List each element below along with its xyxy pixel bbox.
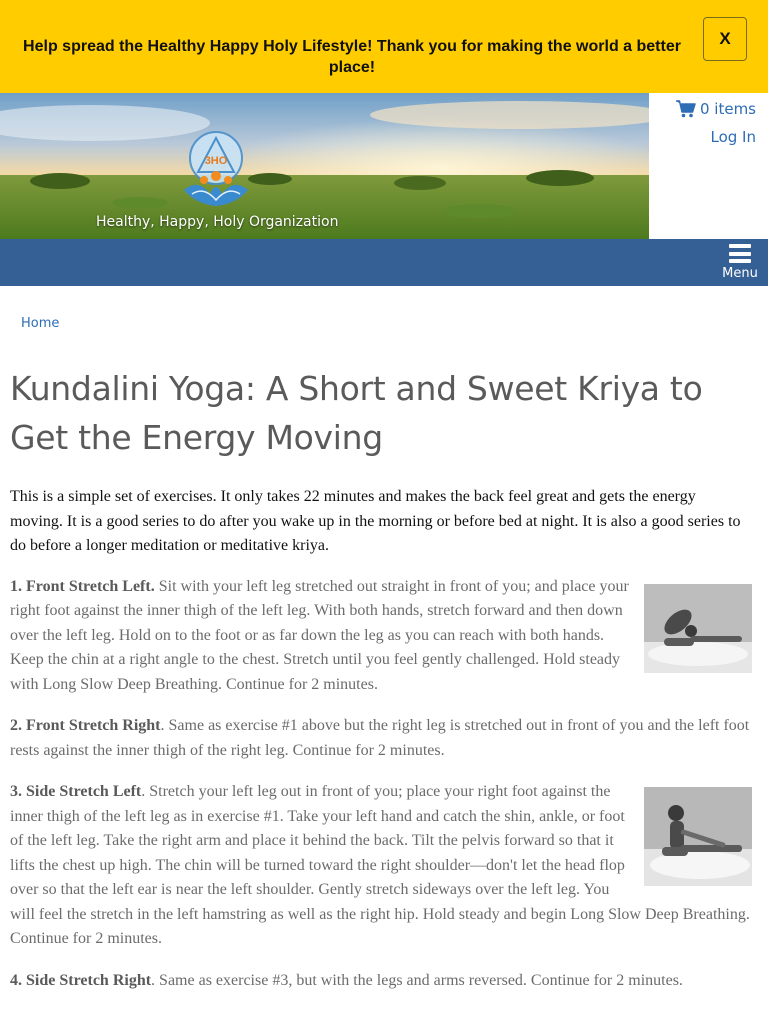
exercise-2 <box>10 714 752 763</box>
front-stretch-photo <box>644 584 752 673</box>
page-title: Kundalini Yoga: A Short and Sweet Kriya to Get the Energy Moving <box>10 369 703 457</box>
article-intro: This is a simple set of exercises. It only takes 22 minutes and makes the back feel great and gets the energy moving. It is a good series to do after you wake up in the morning or before bed at night. It is also a good series to do before a longer meditation or meditative kriya. <box>10 488 741 554</box>
side-stretch-photo <box>644 787 752 886</box>
exercise-2-text: . Same as exercise #1 above but the right leg is stretched out in front of you and the left foot rests against the inner thigh of the right leg. Continue for 2 minutes. <box>10 717 750 759</box>
exercise-3 <box>10 780 752 952</box>
exercise-2-heading: 2. Front Stretch Right <box>10 717 161 734</box>
cart-count: 0 items <box>699 100 756 118</box>
menu-button[interactable] <box>722 244 758 284</box>
banner-close-button[interactable]: X <box>703 17 747 61</box>
3ho-logo[interactable] <box>176 128 256 213</box>
exercise-4-text: . Same as exercise #3, but with the legs and arms reversed. Continue for 2 minutes. <box>151 971 683 989</box>
exercise-1-text: Sit with your left leg stretched out straight in front of you; and place your right foot against the inner thigh of the left leg. With both hands, stretch forward and then down over the left leg. Hold on to the foot or as far down the leg as you can reach with both hands. Keep the chin at a right angle to the chest. Stretch until you feel gently challenged. Hold steady with Long Slow Deep Breathing. Continue for 2 minutes. <box>10 577 629 693</box>
menu-label: Menu <box>722 266 758 281</box>
exercise-4-heading: 4. Side Stretch Right <box>10 971 152 989</box>
cart-link[interactable] <box>676 100 756 118</box>
exercise-4 <box>10 969 752 994</box>
main-nav <box>0 239 768 286</box>
shopping-cart-icon <box>676 100 696 118</box>
exercise-1-heading: 1. Front Stretch Left. <box>10 577 155 595</box>
site-tagline: Healthy, Happy, Holy Organization <box>96 214 339 230</box>
exercise-3-heading: 3. Side Stretch Left <box>10 783 142 800</box>
breadcrumb-home[interactable]: Home <box>21 316 60 331</box>
banner-message: Help spread the Healthy Happy Holy Lifestyle! Thank you for making the world a better place! <box>23 38 681 76</box>
article-body <box>10 485 752 1010</box>
exercise-3-text: . Stretch your left leg out in front of you; place your right foot against the inner thigh of the left leg as in exercise #1. Take your left hand and catch the shin, ankle, or foot of the left leg. Take the right arm and place it behind the back. Tilt the pelvis forward so that it lifts the chest up high. The chin will be turned toward the right shoulder—don't let the head flop over so that the left ear is near the left shoulder. Gently stretch sideways over the left leg. You will feel the stretch in the left hamstring as well as the right hip. Hold steady and begin Long Slow Deep Breathing. Continue for 2 minutes. <box>10 783 750 947</box>
logo-text: 3HO <box>204 155 228 167</box>
exercise-1 <box>10 575 752 698</box>
header-image[interactable] <box>0 93 649 239</box>
hamburger-icon <box>729 244 751 263</box>
login-link[interactable]: Log In <box>710 128 756 146</box>
notice-banner <box>0 0 768 93</box>
